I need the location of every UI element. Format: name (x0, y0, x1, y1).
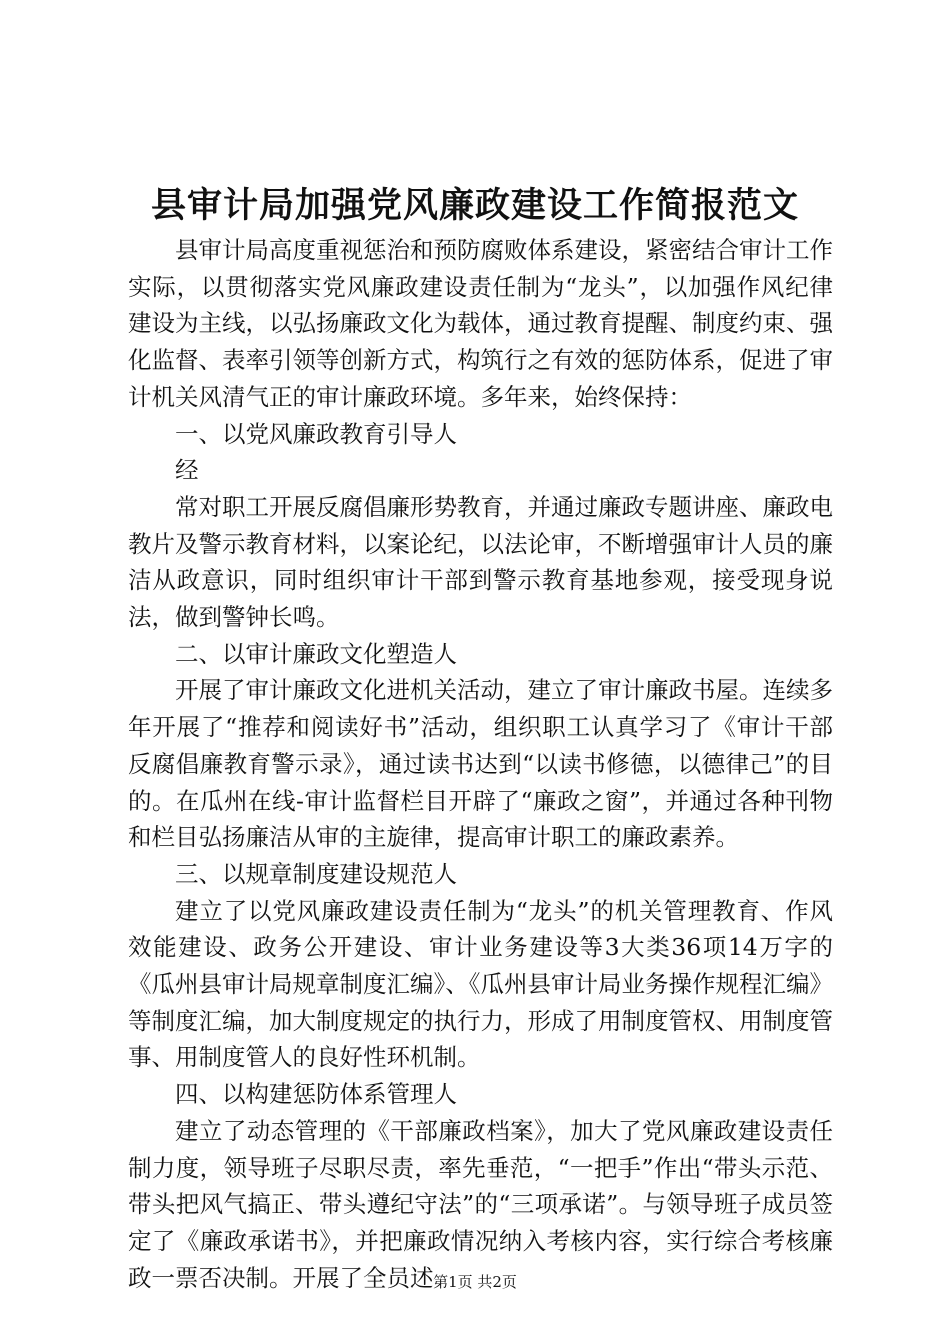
section-heading-1: 一、以党风廉政教育引导人 (175, 419, 457, 448)
section-2-paragraph: 开展了审计廉政文化进机关活动，建立了审计廉政书屋。连续多年开展了“推荐和阅读好书”活动，组织职工认真学习了《审计干部反腐倡廉教育警示录》，通过读书达到“以读书修德，以德律己”的目的。在瓜州在线-审计监督栏目开辟了“廉政之窗”，并通过各种刊物和栏目弘扬廉洁从审的主旋律，提高审计职工的廉政素养。 (128, 676, 833, 852)
document-body (128, 232, 833, 1296)
page-number-footer: 第1页 共2页 (433, 1273, 517, 1291)
section-heading-3: 三、以规章制度建设规范人 (175, 859, 457, 888)
section-1-paragraph: 常对职工开展反腐倡廉形势教育，并通过廉政专题讲座、廉政电教片及警示教育材料，以案论纪，以法论审，不断增强审计人员的廉洁从政意识，同时组织审计干部到警示教育基地参观，接受现身说法，做到警钟长鸣。 (128, 492, 833, 632)
section-heading-4: 四、以构建惩防体系管理人 (175, 1080, 457, 1109)
section-heading-2: 二、以审计廉政文化塑造人 (175, 639, 457, 668)
section-3-paragraph: 建立了以党风廉政建设责任制为“龙头”的机关管理教育、作风效能建设、政务公开建设、审计业务建设等3大类36项14万字的《瓜州县审计局规章制度汇编》、《瓜州县审计局业务操作规程汇编》等制度汇编，加大制度规定的执行力，形成了用制度管权、用制度管事、用制度管人的良好性环机制。 (128, 896, 833, 1072)
section-1-lead-char: 经 (175, 456, 199, 485)
intro-paragraph: 县审计局高度重视惩治和预防腐败体系建设，紧密结合审计工作实际，以贯彻落实党风廉政建设责任制为“龙头”，以加强作风纪律建设为主线，以弘扬廉政文化为载体，通过教育提醒、制度约束、强化监督、表率引领等创新方式，构筑行之有效的惩防体系，促进了审计机关风清气正的审计廉政环境。多年来，始终保持： (128, 236, 833, 411)
section-4-paragraph: 建立了动态管理的《干部廉政档案》，加大了党风廉政建设责任制力度，领导班子尽职尽责，率先垂范，“一把手”作出“带头示范、带头把风气搞正、带头遵纪守法”的“三项承诺”。与领导班子成员签定了《廉政承诺书》，并把廉政情况纳入考核内容，实行综合考核廉政一票否决制。开展了全员述 (128, 1116, 833, 1292)
document-title: 县审计局加强党风廉政建设工作简报范文 (150, 185, 799, 226)
